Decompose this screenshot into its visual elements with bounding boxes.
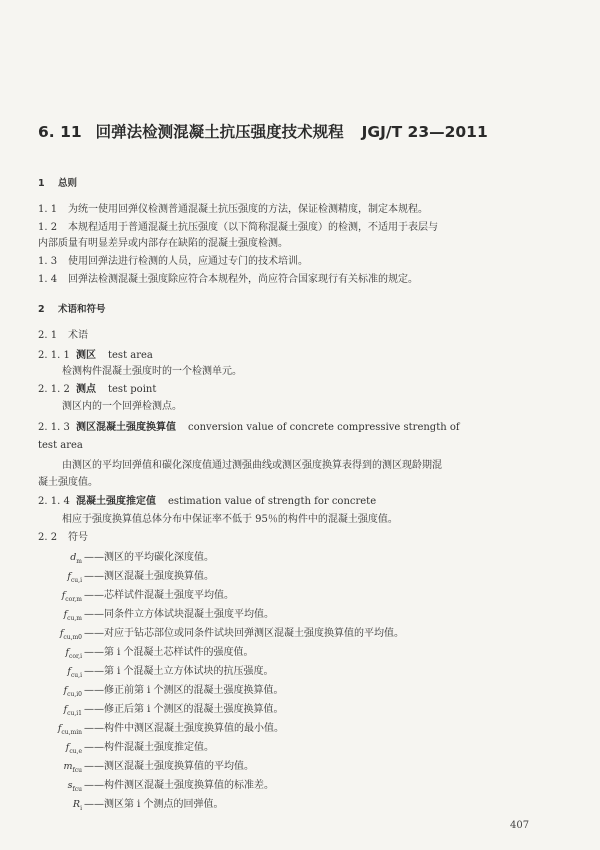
symbol-row: $m_{fcu}$ ——测区混凝土强度换算值的平均值。 [63, 761, 254, 774]
term-2-1-4-def: 相应于强度换算值总体分布中保证率不低于 95％的构件中的混凝土强度值。 [62, 514, 398, 525]
term-2-1-3: 2. 1. 3 测区混凝土强度换算值 conversion value of concrete compressive strength of [38, 422, 460, 433]
symbol-row: $f_{cu,i}$ ——第 i 个混凝土立方体试块的抗压强度。 [67, 666, 274, 679]
term-2-1-2-def: 测区内的一个回弹检测点。 [62, 401, 182, 412]
subsection-2-2: 2. 2 符号 [38, 532, 88, 543]
clause-1-4: 1. 4 回弹法检测混凝土强度除应符合本规程外，尚应符合国家现行有关标准的规定。 [38, 274, 418, 285]
clause-1-2-cont: 内部质量有明显差异或内部存在缺陷的混凝土强度检测。 [38, 238, 288, 249]
symbol-row: $f_{cu,i}$ ——测区混凝土强度换算值。 [67, 571, 214, 584]
clause-1-3: 1. 3 使用回弹法进行检测的人员，应通过专门的技术培训。 [38, 256, 308, 267]
symbol-row: $d_m$ ——测区的平均碳化深度值。 [70, 552, 214, 565]
clause-1-1: 1. 1 为统一使用回弹仪检测普通混凝土抗压强度的方法，保证检测精度，制定本规程。 [38, 204, 428, 215]
title-standard: JGJ/T 23—2011 [361, 123, 488, 141]
symbol-row: $R_i$ ——测区第 i 个测点的回弹值。 [72, 799, 224, 812]
symbol-row: $f_{cu,e}$ ——构件混凝土强度推定值。 [65, 742, 214, 755]
page-title [38, 120, 578, 142]
term-2-1-3-def: 由测区的平均回弹值和碳化深度值通过测强曲线或测区强度换算表得到的测区现龄期混 [62, 460, 442, 471]
term-2-1-4: 2. 1. 4 混凝土强度推定值 estimation value of strength for concrete [38, 496, 377, 507]
term-2-1-1-def: 检测构件混凝土强度时的一个检测单元。 [62, 366, 242, 377]
symbol-row: $s_{fcu}$ ——构件测区混凝土强度换算值的标准差。 [67, 780, 274, 793]
symbol-row: $f_{cu,m0}$ ——对应于钻芯部位或同条件试块回弹测区混凝土强度换算值的平均值。 [59, 628, 404, 641]
section-2-heading: 2 术语和符号 [38, 304, 106, 315]
term-2-1-2: 2. 1. 2 测点 test point [38, 384, 157, 395]
section-1-heading: 1 总则 [38, 178, 78, 189]
symbol-row: $f_{cu,i0}$ ——修正前第 i 个测区的混凝土强度换算值。 [63, 685, 284, 698]
symbol-row: $f_{cu,m}$ ——同条件立方体试块混凝土强度平均值。 [63, 609, 274, 622]
symbol-row: $f_{cor,i}$ ——第 i 个混凝土芯样试件的强度值。 [65, 647, 254, 660]
title-text: 回弹法检测混凝土抗压强度技术规程 [95, 123, 344, 141]
page-number: 407 [510, 820, 530, 831]
symbol-row: $f_{cu,min}$ ——构件中测区混凝土强度换算值的最小值。 [57, 723, 284, 736]
symbol-row: $f_{cu,i1}$ ——修正后第 i 个测区的混凝土强度换算值。 [63, 704, 284, 717]
term-2-1-1: 2. 1. 1 测区 test area [38, 350, 153, 361]
clause-1-2: 1. 2 本规程适用于普通混凝土抗压强度（以下简称混凝土强度）的检测，不适用于表层与 [38, 222, 438, 233]
term-2-1-3-en-cont: test area [38, 440, 83, 451]
term-2-1-3-def-cont: 凝土强度值。 [38, 477, 98, 488]
subsection-2-1: 2. 1 术语 [38, 330, 88, 341]
symbol-row: $f_{cor,m}$ ——芯样试件混凝土强度平均值。 [61, 590, 234, 603]
title-number: 6. 11 [38, 123, 82, 141]
